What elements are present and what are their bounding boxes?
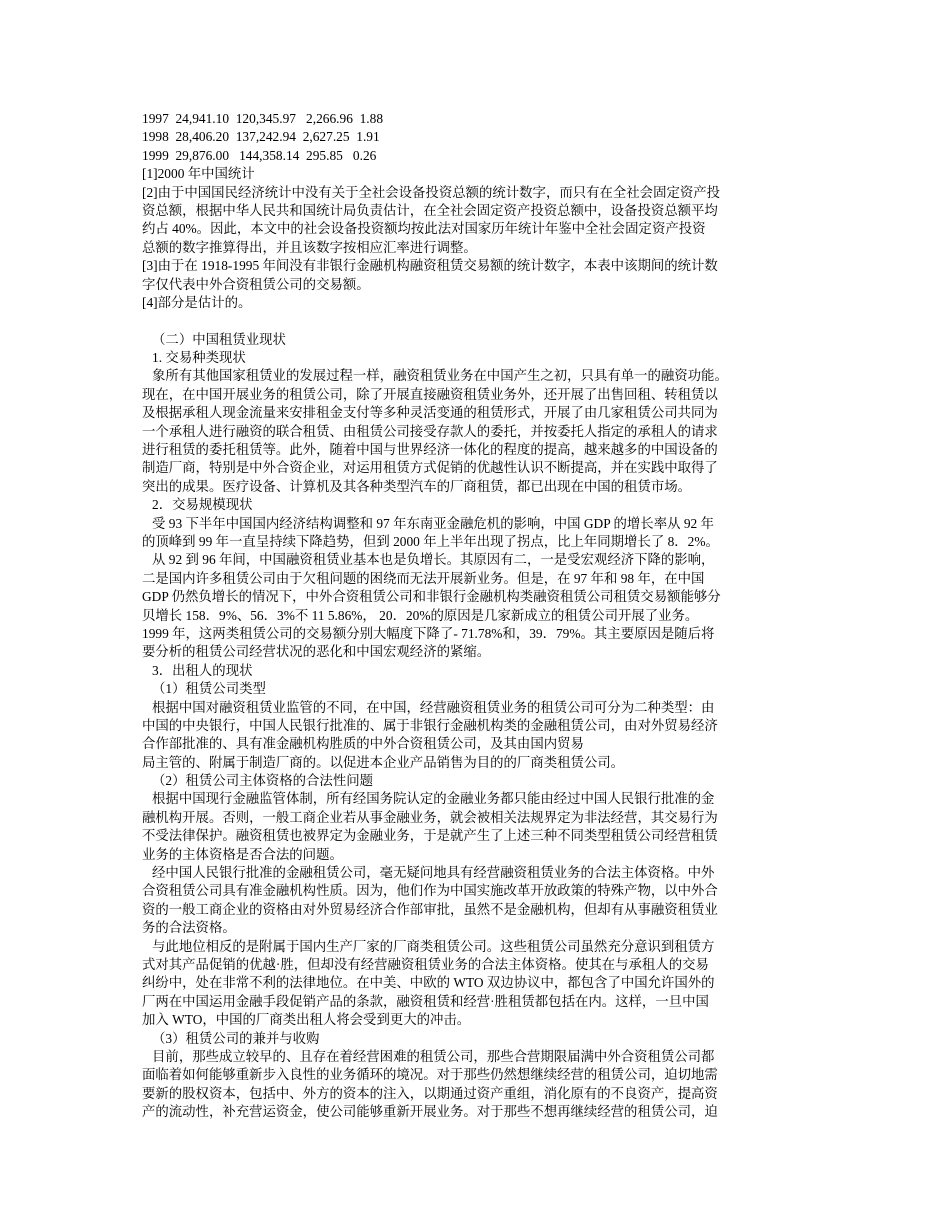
text-line: 目前，那些成立较早的、且存在着经营困难的租赁公司，那些合营期限届满中外合资租赁公司都 bbox=[142, 1048, 715, 1064]
text-line: 务的合法资格。 bbox=[142, 920, 236, 936]
text-line: 进行租赁的委托租赁等。此外，随着中国与世界经济一体化的程度的提高，越来越多的中国设备的 bbox=[142, 442, 718, 458]
document-body bbox=[142, 110, 810, 1121]
text-line: 不受法律保护。融资租赁也被界定为金融业务，于是就产生了上述三种不同类型租赁公司经营租赁 bbox=[142, 828, 718, 844]
text-line: 面临着如何能够重新步入良性的业务循环的境况。对于那些仍然想继续经营的租赁公司，迫切地需 bbox=[142, 1067, 718, 1083]
text-line: （1）租赁公司类型 bbox=[142, 681, 266, 697]
text-line: 1999 年，这两类租赁公司的交易额分别大幅度下降了- 71.78%和，39．79%。其主要原因是随后将 bbox=[142, 625, 715, 641]
text-line: 合资租赁公司具有准金融机构性质。因为，他们作为中国实施改革开放政策的特殊产物，以中外合 bbox=[142, 883, 718, 899]
text-line: GDP 仍然负增长的情况下，中外合资租赁公司和非银行金融机构类融资租赁公司租赁交易额能够分 bbox=[142, 589, 721, 605]
text-line: 资总额，根据中华人民共和国统计局负责估计，在全社会固定资产投资总额中，设备投资总额平均 bbox=[142, 202, 718, 218]
text-line: 合作部批准的、具有准金融机构胜质的中外合资租赁公司，及其由国内贸易 bbox=[142, 736, 584, 752]
text-line: 业务的主体资格是否合法的问题。 bbox=[142, 846, 343, 862]
text-line: 从 92 到 96 年间，中国融资租赁业基本也是负增长。其原因有二，一是受宏观经济下降的影响， bbox=[142, 552, 715, 568]
text-line: [3]由于在 1918-1995 年间没有非银行金融机构融资租赁交易额的统计数字，本表中该期间的统计数 bbox=[142, 258, 718, 274]
text-line: 1997 24,941.10 120,345.97 2,266.96 1.88 bbox=[142, 111, 384, 126]
text-line: 制造厂商，特别是中外合资企业，对运用租赁方式促销的优越性认识不断提高，并在实践中取得了 bbox=[142, 460, 718, 476]
text-line: 式对其产品促销的优越·胜，但却没有经营融资租赁业务的合法主体资格。使其在与承租人的交易 bbox=[142, 956, 709, 972]
text-line: 贝增长 158．9%、56．3%不 11 5.86%， 20．20%的原因是几家新成立的租赁公司开展了业务。 bbox=[142, 607, 699, 623]
text-line: 1999 29,876.00 144,358.14 295.85 0.26 bbox=[142, 147, 377, 163]
text-line: 突出的成果。医疗设备、计算机及其各种类型汽车的厂商租赁，都已出现在中国的租赁市场。 bbox=[142, 478, 692, 494]
text-line: 经中国人民银行批准的金融租赁公司，毫无疑问地具有经营融资租赁业务的合法主体资格。中外 bbox=[142, 865, 715, 881]
text-line: 厂两在中国运用金融手段促销产品的条款，融资租赁和经营·胜租赁都包括在内。这样，一旦中国 bbox=[142, 993, 709, 1009]
text-line: 总额的数字推算得出，并且该数字按相应汇率进行调整。 bbox=[142, 239, 477, 255]
blank-line bbox=[142, 312, 810, 330]
text-line: 根据中国对融资租赁业监管的不同，在中国，经营融资租赁业务的租赁公司可分为二种类型：由 bbox=[142, 699, 715, 715]
text-line: 3．出租人的现状 bbox=[142, 662, 253, 678]
text-line: 一个承租人进行融资的联合租赁、由租赁公司接受存款人的委托，并按委托人指定的承租人的请求 bbox=[142, 423, 718, 439]
text-line: 要新的股权资本，包括中、外方的资本的注入，以期通过资产重组，消化原有的不良资产，提高资 bbox=[142, 1085, 718, 1101]
text-line: [2]由于中国国民经济统计中没有关于全社会设备投资总额的统计数字，而只有在全社会固定资产投 bbox=[142, 184, 721, 200]
text-line: 要分析的租赁公司经营状况的恶化和中国宏观经济的紧缩。 bbox=[142, 644, 491, 660]
text-line: （2）租赁公司主体资格的合法性问题 bbox=[142, 773, 373, 789]
text-line: 局主管的、附属于制造厂商的。以促进本企业产品销售为目的的厂商类租赁公司。 bbox=[142, 754, 625, 770]
text-line: 象所有其他国家租赁业的发展过程一样，融资租赁业务在中国产生之初，只具有单一的融资功能。 bbox=[142, 368, 728, 384]
text-line: 及根据承租人现金流量来安排租金支付等多种灵活变通的租赁形式，开展了由几家租赁公司共同为 bbox=[142, 405, 718, 421]
text-line: 约占 40%。因此，本文中的社会设备投资额均按此法对国家历年统计年鉴中全社会固定资产投资 bbox=[142, 221, 706, 237]
text-line: [4]部分是估计的。 bbox=[142, 294, 252, 310]
text-line: 的顶峰到 99 年一直呈持续下降趋势，但到 2000 年上半年出现了拐点，比上年同期增长了 8．2%。 bbox=[142, 533, 719, 549]
text-line: 纠纷中，处在非常不利的法律地位。在中美、中欧的 WTO 双边协议中，都包含了中国允许国外的 bbox=[142, 975, 715, 991]
text-line: 融机构开展。否则，一般工商企业若从事金融业务，就会被相关法规界定为非法经营，其交易行为 bbox=[142, 809, 718, 825]
text-line: 资的一般工商企业的资格由对外贸易经济合作部审批，虽然不是金融机构，但却有从事融资租赁业 bbox=[142, 901, 718, 917]
text-line: 受 93 下半年中国国内经济结构调整和 97 年东南亚金融危机的影响，中国 GDP 的增长率从 92 年 bbox=[142, 515, 714, 531]
text-line: 二是国内许多租赁公司由于欠租问题的困绕而无法开展新业务。但是，在 97 年和 98 年，在中国 bbox=[142, 570, 705, 586]
text-line: 根据中国现行金融监管体制，所有经国务院认定的金融业务都只能由经过中国人民银行批准的金 bbox=[142, 791, 715, 807]
text-line: 现在，在中国开展业务的租赁公司，除了开展直接融资租赁业务外，还开展了出售回租、转租赁以 bbox=[142, 386, 718, 402]
text-line: 产的流动性，补充营运资金，使公司能够重新开展业务。对于那些不想再继续经营的租赁公司，迫 bbox=[142, 1104, 718, 1120]
text-line: 中国的中央银行，中国人民银行批准的、属于非银行金融机构类的金融租赁公司，由对外贸易经济 bbox=[142, 717, 718, 733]
text-line: 字仅代表中外合资租赁公司的交易额。 bbox=[142, 276, 370, 292]
text-line: 与此地位相反的是附属于国内生产厂家的厂商类租赁公司。这些租赁公司虽然充分意识到租赁方 bbox=[142, 938, 715, 954]
text-line: 1998 28,406.20 137,242.94 2,627.25 1.91 bbox=[142, 129, 380, 145]
text-line: 加入 WTO，中国的厂商类出租人将会受到更大的冲击。 bbox=[142, 1012, 471, 1028]
text-line: （3）租赁公司的兼并与收购 bbox=[142, 1030, 320, 1046]
text-line: 2．交易规模现状 bbox=[142, 497, 253, 513]
text-line: [1]2000 年中国统计 bbox=[142, 166, 255, 182]
text-line: （二）中国租赁业现状 bbox=[142, 331, 286, 347]
text-line: 1. 交易种类现状 bbox=[142, 350, 246, 366]
